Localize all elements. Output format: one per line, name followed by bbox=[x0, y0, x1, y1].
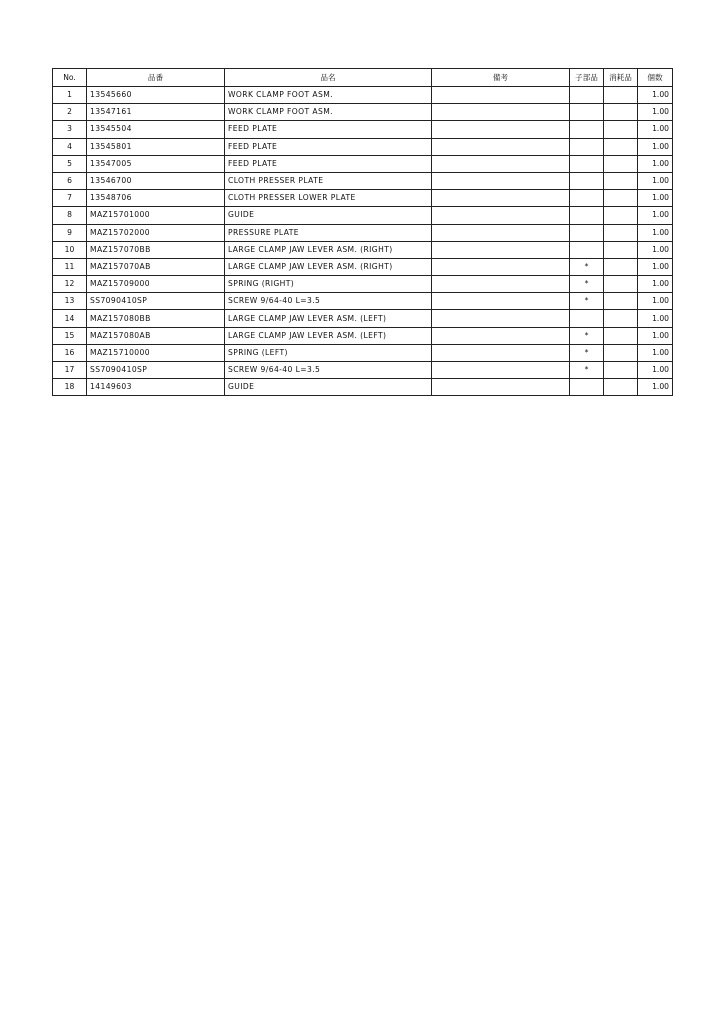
header-consumable: 消耗品 bbox=[604, 69, 638, 87]
cell-remarks bbox=[432, 327, 570, 344]
cell-part-code: MAZ15710000 bbox=[87, 344, 225, 361]
cell-quantity: 1.00 bbox=[638, 155, 673, 172]
cell-consumable bbox=[604, 121, 638, 138]
cell-quantity: 1.00 bbox=[638, 362, 673, 379]
cell-part-name: LARGE CLAMP JAW LEVER ASM. (LEFT) bbox=[225, 327, 432, 344]
cell-no: 3 bbox=[53, 121, 87, 138]
cell-quantity: 1.00 bbox=[638, 293, 673, 310]
cell-part-code: MAZ157070BB bbox=[87, 241, 225, 258]
table-header bbox=[53, 69, 673, 87]
cell-part-name: CLOTH PRESSER PLATE bbox=[225, 172, 432, 189]
cell-part-code: 13545801 bbox=[87, 138, 225, 155]
cell-no: 8 bbox=[53, 207, 87, 224]
cell-no: 12 bbox=[53, 276, 87, 293]
table-row bbox=[53, 172, 673, 189]
cell-no: 10 bbox=[53, 241, 87, 258]
cell-subpart: * bbox=[570, 276, 604, 293]
cell-no: 15 bbox=[53, 327, 87, 344]
cell-part-name: WORK CLAMP FOOT ASM. bbox=[225, 104, 432, 121]
cell-consumable bbox=[604, 104, 638, 121]
cell-quantity: 1.00 bbox=[638, 87, 673, 104]
cell-quantity: 1.00 bbox=[638, 258, 673, 275]
cell-quantity: 1.00 bbox=[638, 276, 673, 293]
cell-part-code: 13545660 bbox=[87, 87, 225, 104]
cell-part-code: 13547161 bbox=[87, 104, 225, 121]
cell-quantity: 1.00 bbox=[638, 224, 673, 241]
cell-part-name: SCREW 9/64-40 L=3.5 bbox=[225, 362, 432, 379]
cell-subpart bbox=[570, 207, 604, 224]
table-body bbox=[53, 87, 673, 396]
cell-part-code: MAZ157080AB bbox=[87, 327, 225, 344]
cell-part-name: PRESSURE PLATE bbox=[225, 224, 432, 241]
cell-quantity: 1.00 bbox=[638, 327, 673, 344]
cell-remarks bbox=[432, 224, 570, 241]
cell-subpart: * bbox=[570, 293, 604, 310]
cell-part-code: SS7090410SP bbox=[87, 293, 225, 310]
cell-remarks bbox=[432, 190, 570, 207]
cell-subpart bbox=[570, 190, 604, 207]
table-row bbox=[53, 310, 673, 327]
cell-consumable bbox=[604, 241, 638, 258]
cell-consumable bbox=[604, 344, 638, 361]
table-row bbox=[53, 121, 673, 138]
cell-part-code: 13548706 bbox=[87, 190, 225, 207]
cell-remarks bbox=[432, 121, 570, 138]
cell-no: 16 bbox=[53, 344, 87, 361]
cell-no: 18 bbox=[53, 379, 87, 396]
cell-consumable bbox=[604, 224, 638, 241]
cell-consumable bbox=[604, 310, 638, 327]
cell-no: 13 bbox=[53, 293, 87, 310]
cell-subpart bbox=[570, 310, 604, 327]
table-row bbox=[53, 293, 673, 310]
header-subpart: 子部品 bbox=[570, 69, 604, 87]
cell-consumable bbox=[604, 327, 638, 344]
cell-no: 11 bbox=[53, 258, 87, 275]
table-row bbox=[53, 87, 673, 104]
cell-no: 6 bbox=[53, 172, 87, 189]
cell-part-name: SPRING (LEFT) bbox=[225, 344, 432, 361]
cell-no: 9 bbox=[53, 224, 87, 241]
cell-part-name: LARGE CLAMP JAW LEVER ASM. (LEFT) bbox=[225, 310, 432, 327]
cell-quantity: 1.00 bbox=[638, 379, 673, 396]
cell-subpart: * bbox=[570, 362, 604, 379]
cell-consumable bbox=[604, 207, 638, 224]
header-row bbox=[53, 69, 673, 87]
table-row bbox=[53, 362, 673, 379]
cell-subpart bbox=[570, 379, 604, 396]
table-row bbox=[53, 327, 673, 344]
cell-part-code: 13545504 bbox=[87, 121, 225, 138]
cell-subpart bbox=[570, 172, 604, 189]
cell-remarks bbox=[432, 310, 570, 327]
cell-quantity: 1.00 bbox=[638, 344, 673, 361]
cell-remarks bbox=[432, 344, 570, 361]
header-no: No. bbox=[53, 69, 87, 87]
cell-consumable bbox=[604, 379, 638, 396]
cell-part-name: FEED PLATE bbox=[225, 121, 432, 138]
cell-part-code: 14149603 bbox=[87, 379, 225, 396]
cell-no: 17 bbox=[53, 362, 87, 379]
cell-remarks bbox=[432, 276, 570, 293]
cell-subpart bbox=[570, 121, 604, 138]
cell-part-name: LARGE CLAMP JAW LEVER ASM. (RIGHT) bbox=[225, 258, 432, 275]
cell-consumable bbox=[604, 362, 638, 379]
cell-remarks bbox=[432, 207, 570, 224]
table-row bbox=[53, 258, 673, 275]
cell-part-code: MAZ15702000 bbox=[87, 224, 225, 241]
cell-part-name: SCREW 9/64-40 L=3.5 bbox=[225, 293, 432, 310]
cell-no: 7 bbox=[53, 190, 87, 207]
cell-remarks bbox=[432, 104, 570, 121]
cell-consumable bbox=[604, 276, 638, 293]
cell-remarks bbox=[432, 87, 570, 104]
cell-subpart bbox=[570, 104, 604, 121]
cell-no: 2 bbox=[53, 104, 87, 121]
cell-part-code: MAZ157070AB bbox=[87, 258, 225, 275]
cell-part-code: SS7090410SP bbox=[87, 362, 225, 379]
parts-list-sheet bbox=[52, 68, 672, 396]
table-row bbox=[53, 379, 673, 396]
cell-remarks bbox=[432, 362, 570, 379]
cell-quantity: 1.00 bbox=[638, 172, 673, 189]
cell-part-code: 13546700 bbox=[87, 172, 225, 189]
cell-subpart: * bbox=[570, 344, 604, 361]
cell-no: 14 bbox=[53, 310, 87, 327]
table-row bbox=[53, 344, 673, 361]
table-row bbox=[53, 276, 673, 293]
cell-quantity: 1.00 bbox=[638, 241, 673, 258]
cell-remarks bbox=[432, 138, 570, 155]
cell-remarks bbox=[432, 155, 570, 172]
cell-part-code: 13547005 bbox=[87, 155, 225, 172]
cell-consumable bbox=[604, 172, 638, 189]
cell-remarks bbox=[432, 379, 570, 396]
cell-subpart bbox=[570, 241, 604, 258]
cell-part-name: FEED PLATE bbox=[225, 138, 432, 155]
cell-part-code: MAZ15701000 bbox=[87, 207, 225, 224]
cell-part-name: SPRING (RIGHT) bbox=[225, 276, 432, 293]
table-row bbox=[53, 138, 673, 155]
cell-quantity: 1.00 bbox=[638, 138, 673, 155]
cell-subpart: * bbox=[570, 258, 604, 275]
table-row bbox=[53, 190, 673, 207]
header-remarks: 備考 bbox=[432, 69, 570, 87]
cell-remarks bbox=[432, 293, 570, 310]
cell-part-name: GUIDE bbox=[225, 379, 432, 396]
table-row bbox=[53, 155, 673, 172]
cell-part-name: FEED PLATE bbox=[225, 155, 432, 172]
cell-remarks bbox=[432, 258, 570, 275]
cell-part-name: GUIDE bbox=[225, 207, 432, 224]
parts-table bbox=[52, 68, 673, 396]
cell-part-name: WORK CLAMP FOOT ASM. bbox=[225, 87, 432, 104]
table-row bbox=[53, 224, 673, 241]
cell-quantity: 1.00 bbox=[638, 121, 673, 138]
cell-quantity: 1.00 bbox=[638, 310, 673, 327]
cell-subpart bbox=[570, 87, 604, 104]
cell-subpart: * bbox=[570, 327, 604, 344]
cell-consumable bbox=[604, 87, 638, 104]
table-row bbox=[53, 104, 673, 121]
table-row bbox=[53, 207, 673, 224]
cell-consumable bbox=[604, 138, 638, 155]
cell-subpart bbox=[570, 138, 604, 155]
cell-consumable bbox=[604, 155, 638, 172]
cell-consumable bbox=[604, 190, 638, 207]
cell-part-code: MAZ15709000 bbox=[87, 276, 225, 293]
cell-remarks bbox=[432, 172, 570, 189]
cell-subpart bbox=[570, 155, 604, 172]
cell-subpart bbox=[570, 224, 604, 241]
cell-quantity: 1.00 bbox=[638, 190, 673, 207]
header-part-name: 品名 bbox=[225, 69, 432, 87]
cell-part-name: LARGE CLAMP JAW LEVER ASM. (RIGHT) bbox=[225, 241, 432, 258]
header-part-code: 品番 bbox=[87, 69, 225, 87]
cell-consumable bbox=[604, 258, 638, 275]
cell-part-name: CLOTH PRESSER LOWER PLATE bbox=[225, 190, 432, 207]
cell-no: 4 bbox=[53, 138, 87, 155]
cell-remarks bbox=[432, 241, 570, 258]
cell-quantity: 1.00 bbox=[638, 207, 673, 224]
cell-no: 5 bbox=[53, 155, 87, 172]
cell-consumable bbox=[604, 293, 638, 310]
cell-part-code: MAZ157080BB bbox=[87, 310, 225, 327]
cell-no: 1 bbox=[53, 87, 87, 104]
table-row bbox=[53, 241, 673, 258]
cell-quantity: 1.00 bbox=[638, 104, 673, 121]
header-quantity: 個数 bbox=[638, 69, 673, 87]
